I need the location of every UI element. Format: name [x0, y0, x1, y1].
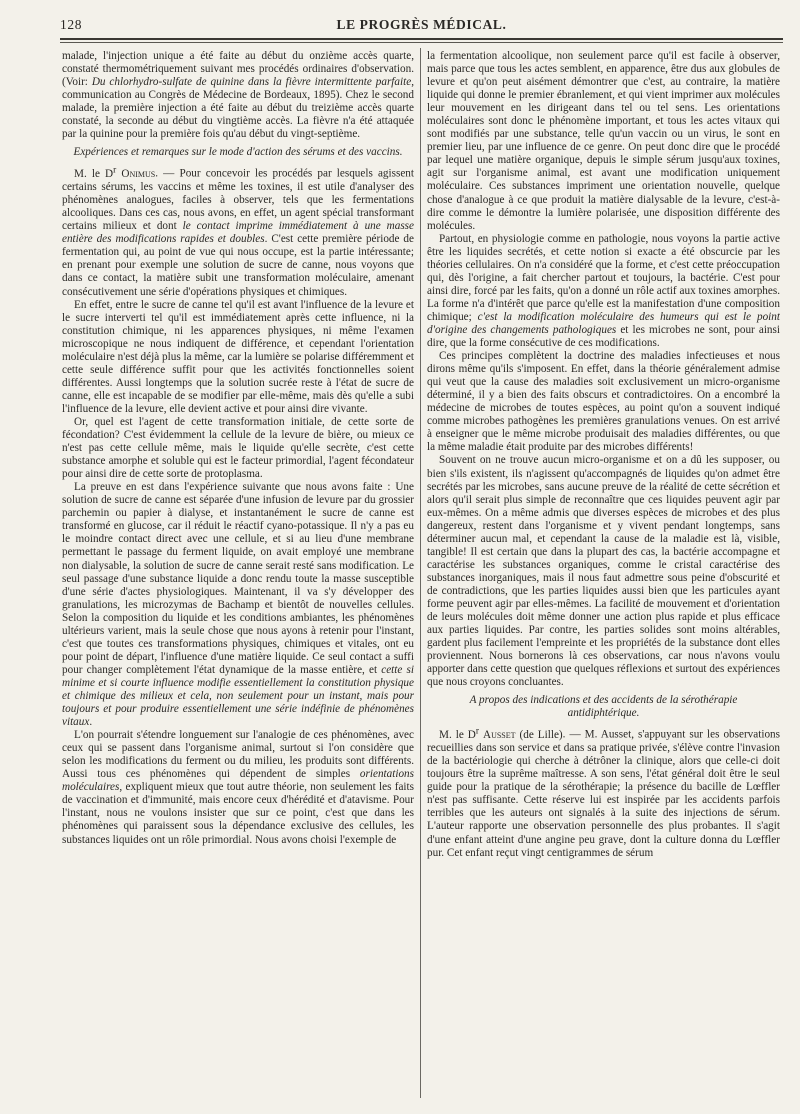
section-heading-onimus: Expériences et remarques sur le mode d'action des sérums et des vaccins.	[73, 146, 403, 159]
paragraph: En effet, entre le sucre de canne tel qu'il est avant l'influence de la levure et le sucre interverti tel qu'il est immédiatement après cette influence, ni la constitution chimique, ni les apparences physiques, ni même l'examen microscopique ne nous indiquent de différence, et cependant l'orientation moléculaire n'est déjà plus la même, car la lumière se polarise différemment et cette seule différence suffit pour que les activités fonctionnelles soient différentes. Aussi longtemps que la solution sucrée reste à l'état de sucre de canne, elle est incapable de se modifier par elle-même, mais dès qu'elle a subi l'influence de la levure, elle devient active et pour ainsi dire vivante.	[62, 298, 414, 415]
paragraph: malade, l'injection unique a été faite au début du onzième accès quarte, constaté thermométriquement suivant mes procédés ordinaires d'observation. (Voir: Du chlorhydro-sulfate de quinine dans la fièvre intermittente parfaite, communication au Congrès de Médecine de Bordeaux, 1895). Chez le second malade, la première injection a été faite au début du treizième accès quarte constaté, la seconde au début du vingtième accès. La fièvre n'a été attaquée par la quinine pour la première fois qu'au début du vingt-septième.	[62, 50, 414, 141]
speaker: M. le $D^r$ Onimus	[74, 165, 156, 181]
paragraph: Partout, en physiologie comme en pathologie, nous voyons la partie active être les liquides secrétés, et cette notion si exacte a été obscurcie par les théories cellulaires. On n'a considéré que la forme, et c'est cette préoccupation qui, dès l'origine, a fait chercher partout et toujours, la bactérie. C'est pour ainsi dire, forcé par les faits, qu'on a donné un rôle actif aux toxines amorphes. La forme n'a d'intérêt que parce qu'elle est la manifestation d'une composition chimique; c'est la modification moléculaire des humeurs qui est le point d'origine des changements pathologiques et les microbes ne sont, pour ainsi dire, que la forme consécutive de ces modifications.	[427, 232, 780, 350]
paragraph-ausset-intro: M. le $D^r$ Ausset (de Lille). — M. Ausset, s'appuyant sur les observations recueillies dans son service et dans sa pratique privée, s'élève contre l'invasion de la bactériologie qui cherche à détrôner la clinique, alors que celle-ci doit toujours être la suprême maîtresse. A son sens, l'état général doit être le seul guide pour la pratique de la sérothérapie; la présence du bacille de Lœffler n'est pas suffisante. Cette réserve lui est inspirée par les accidents parfois terribles que les auteurs ont signalés à la suite des injections de sérum. L'auteur rapporte une observation personnelle des plus probantes. Il s'agit d'une enfant atteint d'une angine peu grave, dont la culture donna du Lœffler pur. Cet enfant reçut vingt centigrammes de sérum	[427, 726, 780, 859]
paragraph: la fermentation alcoolique, non seulement parce qu'il est facile à observer, mais parce que tous les actes semblent, en apparence, être dus aux globules de levure et qu'on peut aisément démontrer que c'est, au contraire, la matière liquide qui donne le premier ébranlement, et qui vient imprimer aux molécules leur mouvement en les dirigeant dans tel ou tel sens. Les orientations moléculaires sont donc le phénomène important, et tous les actes vitaux qui sont modifiés par une substance, telle qu'un vaccin ou un virus, le sont en premier lieu, par une influence de ce genre. On peut donc dire que le procédé par lequel une matière organique, depuis le simple sérum jusqu'aux toxines, agit sur l'organisme animal, est avant une modification uniquement moléculaire. Ces substances impriment une orientation nouvelle, quelque chose d'analogue à ce que produit la matière dialysable de la levure, c'est-à-dire comme le démontre la lumière polarisée, une disposition différente des molécules.	[427, 50, 780, 232]
paragraph: Or, quel est l'agent de cette transformation initiale, de cette sorte de fécondation? C'est évidemment la cellule de la levure de bière, ou mieux ce n'est pas cette cellule même, mais le liquide qu'elle secrète, c'est cette substance amorphe et soluble qui est le facteur primordial, l'agent fécondateur pour ainsi dire de cette sorte de protoplasma.	[62, 416, 414, 481]
paragraph: La preuve en est dans l'expérience suivante que nous avons faite : Une solution de sucre de canne est séparée d'une infusion de levure par du grossier parchemin ou papier à dialyse, et instantanément le sucre de canne est transformé en glucose, car il réduit le réactif cyano-potassique. Il n'y a pas eu le moindre contact direct avec une cellule, et si au lieu d'une membrane permettant le passage du ferment liquide, on avait employé une membrane non dialysable, la solution de sucre de canne serait resté sans modification. Le seul passage d'une substance liquide a donc rendu toute la masse susceptible d'une série d'actes physiologiques. Maintenant, il va s'y développer des granulations, les microzymas de Bachamp et bientôt de nouvelles cellules. Selon la composition du liquide et les conditions ambiantes, les phénomènes ultérieurs varient, mais la seule chose que nous ayons à retenir pour l'instant, c'est que toutes ces transformations physiques, chimiques et vitales, ont eu pour point de départ, l'influence d'une matière liquide. Ce seul contact a suffi pour changer complètement l'état dynamique de la masse entière, et cette si minime et si courte influence modifie essentiellement la constitution physique et chimique des milieux et cela, non seulement pour un instant, mais pour toujours et pour produire essentiellement une série indéfinie de phénomènes vitaux.	[62, 481, 414, 729]
paragraph: Ces principes complètent la doctrine des maladies infectieuses et nous dirons même qu'ils s'imposent. En effet, dans la théorie généralement admise qui veut que la cause des maladies soit exclusivement un micro-organisme déterminé, il y a bien des faits obscurs et contradictoires. On a encombré la médecine de microbes de toutes espèces, au point qu'on a souvent indiqué comme microbes pathogènes les premières granulations venues. On est arrivé à enseigner que le même microbe produisait des maladies différentes, ou que la même maladie était produite par des microbes différents!	[427, 350, 780, 454]
page-number: 128	[60, 17, 83, 32]
page-header	[60, 16, 783, 36]
journal-title: LE PROGRÈS MÉDICAL.	[336, 17, 507, 32]
header-rule-thin	[60, 42, 783, 43]
right-column	[427, 50, 780, 1095]
column-divider	[420, 48, 421, 1098]
header-rule-thick	[60, 38, 783, 40]
section-heading-ausset: A propos des indications et des accidents de la sérothérapie antidiphtérique.	[469, 694, 738, 720]
speaker: M. le $D^r$ Ausset (de Lille)	[439, 726, 563, 742]
paragraph-onimus-intro: M. le $D^r$ Onimus. — Pour concevoir les procédés par lesquels agissent certains sérums, les vaccins et même les toxines, il est utile d'analyser des phénomènes analogues, faciles à observer, tels que les fermentations alcooliques. Dans ces cas, nous avons, en effet, un agent spécial transformant certains milieux et dont le contact imprime immédiatement à une masse entière des modifications rapides et doubles. C'est cette première période de fermentation qui, au point de vue qui nous occupe, est la partie intéressante; en prenant pour exemple une solution de sucre de canne, nous voyons que dans ce contact, la matière subit une transformation moléculaire, amenant consécutivement une série d'opérations physiques et chimiques.	[62, 165, 414, 298]
paragraph: L'on pourrait s'étendre longuement sur l'analogie de ces phénomènes, avec ceux qui se passent dans l'organisme animal, surtout si l'on considère que selon les modifications du ferment ou du milieu, les produits sont différents. Aussi tous ces phénomènes qui dépendent de simples orientations moléculaires, expliquent mieux que tout autre théorie, non seulement les faits de vaccination et d'immunité, mais encore ceux d'hérédité et d'atavisme. Pour l'instant, nous ne voulons insister que sur ce point, c'est que dans les phénomènes qui paraissent sous la dépendance exclusive des cellules, les substances liquides ont un rôle primordial. Nous avons choisi l'exemple de	[62, 729, 414, 846]
paragraph: Souvent on ne trouve aucun micro-organisme et on a dû les supposer, ou bien s'ils existent, ils n'agissent qu'accompagnés de liquides qu'on admet être secrétés par les microbes, sans aucune preuve de la réalité de cette sécrétion et alors qu'il serait plus simple de reconnaître que ces liquides peuvent agir par eux-mêmes. On a même admis que diverses espèces de microbes et des plus dangereux, restent dans l'organisme et y vivent pendant longtemps, sans déterminer aucun mal, et cependant la cause de la maladie est là, visible, tangible! Il est certain que dans la plupart des cas, la bactérie accompagne et caractérise les substances organiques, comme le cristal caractérise des substances inorganiques, mais il nous faut admettre sous peine d'obscurité et de contradictions, que les parties liquides aussi bien que les particules ayant forme peuvent agir par elles-mêmes. La facilité de mouvement et d'orientation de leurs molécules doit même donner une action plus rapide et plus efficace aux parties liquides. Par contre, les parties solides sont moins altérables, gardent plus facilement l'empreinte et les propriétés de la substance dont elles proviennent. Nous bornerons là ces observations, car nous n'avons voulu apporter dans cette question que quelques réflexions et surtout des expériences que nous croyons concluantes.	[427, 454, 780, 689]
left-column	[62, 50, 414, 1095]
